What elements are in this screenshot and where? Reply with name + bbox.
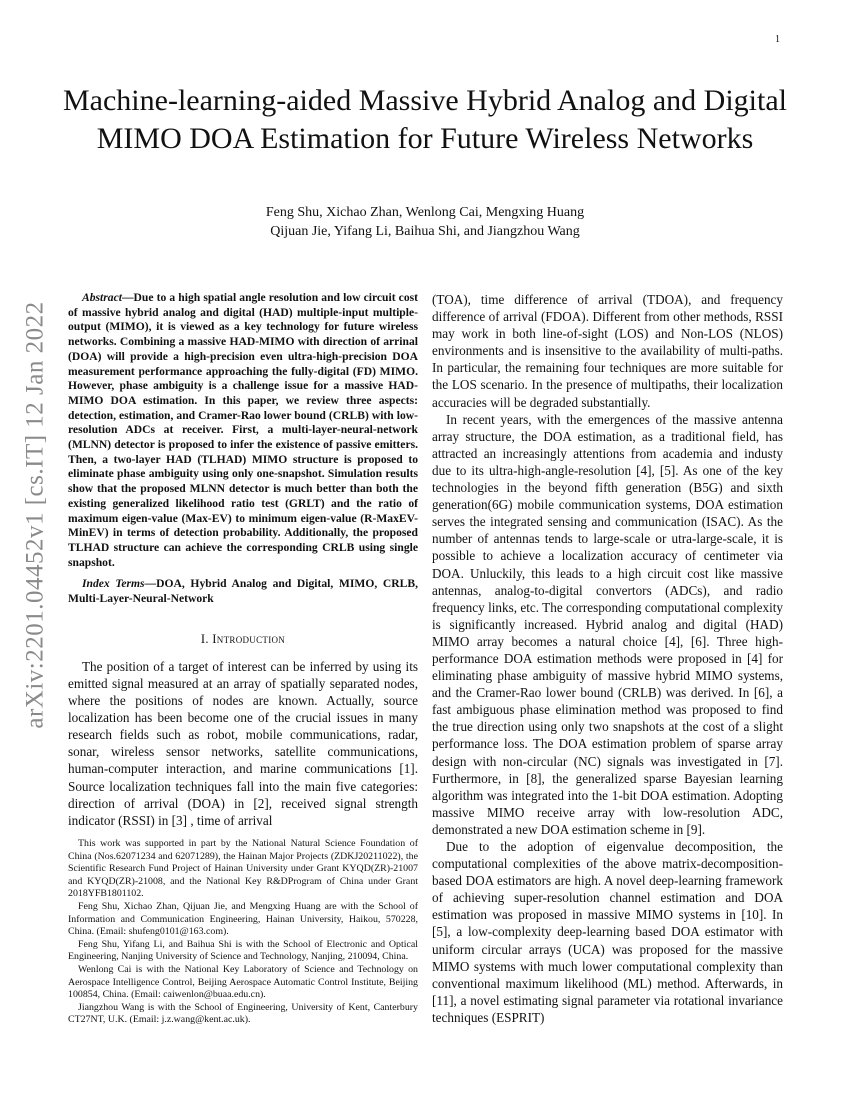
- footnote-funding: This work was supported in part by the National Natural Science Foundation of China (Nos.62071234 and 62071289), the Hainan Major Projects (ZDKJ20211022), the Scientific Research Fund Project of Hainan University under Grant KYQD(ZR)-21007 and KYQD(ZR)-21008, and the National Key R&DProgram of China under Grant 2018YFB1801102.: [68, 838, 418, 900]
- abstract-text: —Due to a high spatial angle resolution and low circuit cost of massive hybrid analog and digital (HAD) multiple-input multiple-output (MIMO), it is viewed as a key technology for future wireless networks. Combining a massive HAD-MIMO with direction of arrinal (DOA) will provide a high-precision even ultra-high-precision DOA measurement performance approaching the fully-digital (FD) MIMO. However, phase ambiguity is a challenge issue for a massive HAD-MIMO DOA estimation. In this paper, we review three aspects: detection, estimation, and Cramer-Rao lower bound (CRLB) with low-resolution ADCs at receiver. First, a multi-layer-neural-network (MLNN) detector is proposed to infer the existence of passive emitters. Then, a two-layer HAD (TLHAD) MIMO structure is proposed to eliminate phase ambiguity using only one-snapshot. Simulation results show that the proposed MLNN detector is much better than both the existing generalized likelihood ratio test (GRLT) and the ratio of maximum eigen-value (Max-EV) to minimum eigen-value (R-MaxEV-MinEV) in terms of detection probability. Additionally, the proposed TLHAD structure can achieve the corresponding CRLB using single snapshot.: [68, 291, 418, 569]
- section-numeral: I.: [200, 631, 213, 646]
- body-paragraph: In recent years, with the emergences of the massive antenna array structure, the DOA estimation, as a traditional field, has attracted an increasingly attentions from academia and industy due to its ultra-high-angle-resolution [4], [5]. As one of the key technologies in the beyond fifth generation (B5G) and sixth generation(6G) mobile communication systems, DOA estimation serves the integrated sensing and communication (ISAC). As the number of antennas tends to large-scale or utra-large-scale, it is possible to achieve a localization accuracy of centimeter via DOA. Unluckily, this leads to a high circuit cost like massive antennas, analog-to-digital convertors (ADCs), and radio frequency links, etc. The corresponding computational complexity is significantly increased. Hybrid analog and digital (HAD) MIMO array becomes a natural choice [4], [6]. Three high-performance DOA estimation methods were proposed in [4] for eliminating phase ambiguity of massive hybrid MIMO systems, and the Cramer-Rao lower bound (CRLB) was derived. In [6], a fast ambiguous phase elimination method was proposed to find the true direction using only two snapshots at the cost of a slight performance loss. The DOA estimation problem of sparse array design with non-circular (NC) signals was investigated in [7]. Furthermore, in [8], the generalized sparse Bayesian learning algorithm was integrated into the 1-bit DOA estimation. Adopting massive MIMO receive array with low-resolution ADC, demonstrated a new DOA estimation scheme in [9].: [432, 411, 783, 837]
- section-heading-introduction: [68, 631, 418, 648]
- left-column: [68, 291, 418, 829]
- author-line-2: Qijuan Jie, Yifang Li, Baihua Shi, and Jiangzhou Wang: [270, 224, 580, 239]
- footnote-affiliation: Wenlong Cai is with the National Key Laboratory of Science and Technology on Aerospace Intelligence Control, Beijing Aerospace Automatic Control Institute, Beijing 100854, China. (Email: caiwenlon@buaa.edu.cn).: [68, 963, 418, 1001]
- author-line-1: Feng Shu, Xichao Zhan, Wenlong Cai, Mengxing Huang: [265, 205, 585, 220]
- index-terms-text: —DOA, Hybrid Analog and Digital, MIMO, CRLB, Multi-Layer-Neural-Network: [68, 577, 418, 606]
- footnote-affiliation: Feng Shu, Xichao Zhan, Qijuan Jie, and Mengxing Huang are with the School of Information and Communication Engineering, Hainan University, Haikou, 570228, China. (Email: shufeng0101@163.com).: [68, 900, 418, 938]
- body-paragraph: (TOA), time difference of arrival (TDOA), and frequency difference of arrival (FDOA). Different from other methods, RSSI may work in both line-of-sight (LOS) and Non-LOS (NLOS) environments and is insensitive to the availability of multi-paths. In particular, the remaining four techniques are more suitable for the LOS scenario. In the presence of multipaths, their localization accuracies will be degraded substantially.: [432, 292, 783, 410]
- footnote-affiliation: Feng Shu, Yifang Li, and Baihua Shi is with the School of Electronic and Optical Engineering, Nanjing University of Science and Technology, Nanjing, 210094, China.: [68, 938, 418, 963]
- arxiv-identifier-stamp: [18, 280, 54, 750]
- section-title: Introduction: [212, 631, 286, 646]
- arxiv-identifier-text: arXiv:2201.04452v1 [cs.IT] 12 Jan 2022: [22, 301, 50, 729]
- author-list: [60, 203, 790, 241]
- index-terms: [68, 577, 418, 606]
- body-paragraph: Due to the adoption of eigenvalue decomposition, the computational complexities of the above matrix-decomposition-based DOA estimators are high. A novel deep-learning framework of achieving super-resolution channel estimation and DOA estimation was proposed in massive MIMO systems in [10]. In [5], a low-complexity deep-learning based DOA estimator with uniform circular arrays (UCA) was proposed for the massive MIMO systems with much lower computational complexity than conventional maximum likelihood (ML) method. Afterwards, in [11], a novel estimating signal parameter via rotational invariance techniques (ESPRIT): [432, 839, 783, 1025]
- right-column: [432, 291, 783, 1026]
- footnotes: [68, 838, 418, 1027]
- abstract: [68, 291, 418, 570]
- paper-title: Machine-learning-aided Massive Hybrid Analog and Digital MIMO DOA Estimation for Future Wireless Networks: [63, 84, 787, 155]
- index-terms-label: Index Terms: [82, 577, 145, 591]
- page-number: 1: [775, 34, 780, 45]
- footnote-affiliation: Jiangzhou Wang is with the School of Engineering, University of Kent, Canterbury CT27NT, U.K. (Email: j.z.wang@kent.ac.uk).: [68, 1001, 418, 1026]
- abstract-label: Abstract: [82, 291, 122, 304]
- body-paragraph: The position of a target of interest can be inferred by using its emitted signal measured at an array of spatially separated nodes, where the positions of nodes are known. Actually, source localization has been become one of the crucial issues in many research fields such as robot, mobile communications, radar, sonar, wireless sensor networks, satellite communications, human-computer interaction, and marine communications [1]. Source localization techniques fall into the main five categories: direction of arrival (DOA) in [2], received signal strength indicator (RSSI) in [3] , time of arrival: [68, 658, 418, 828]
